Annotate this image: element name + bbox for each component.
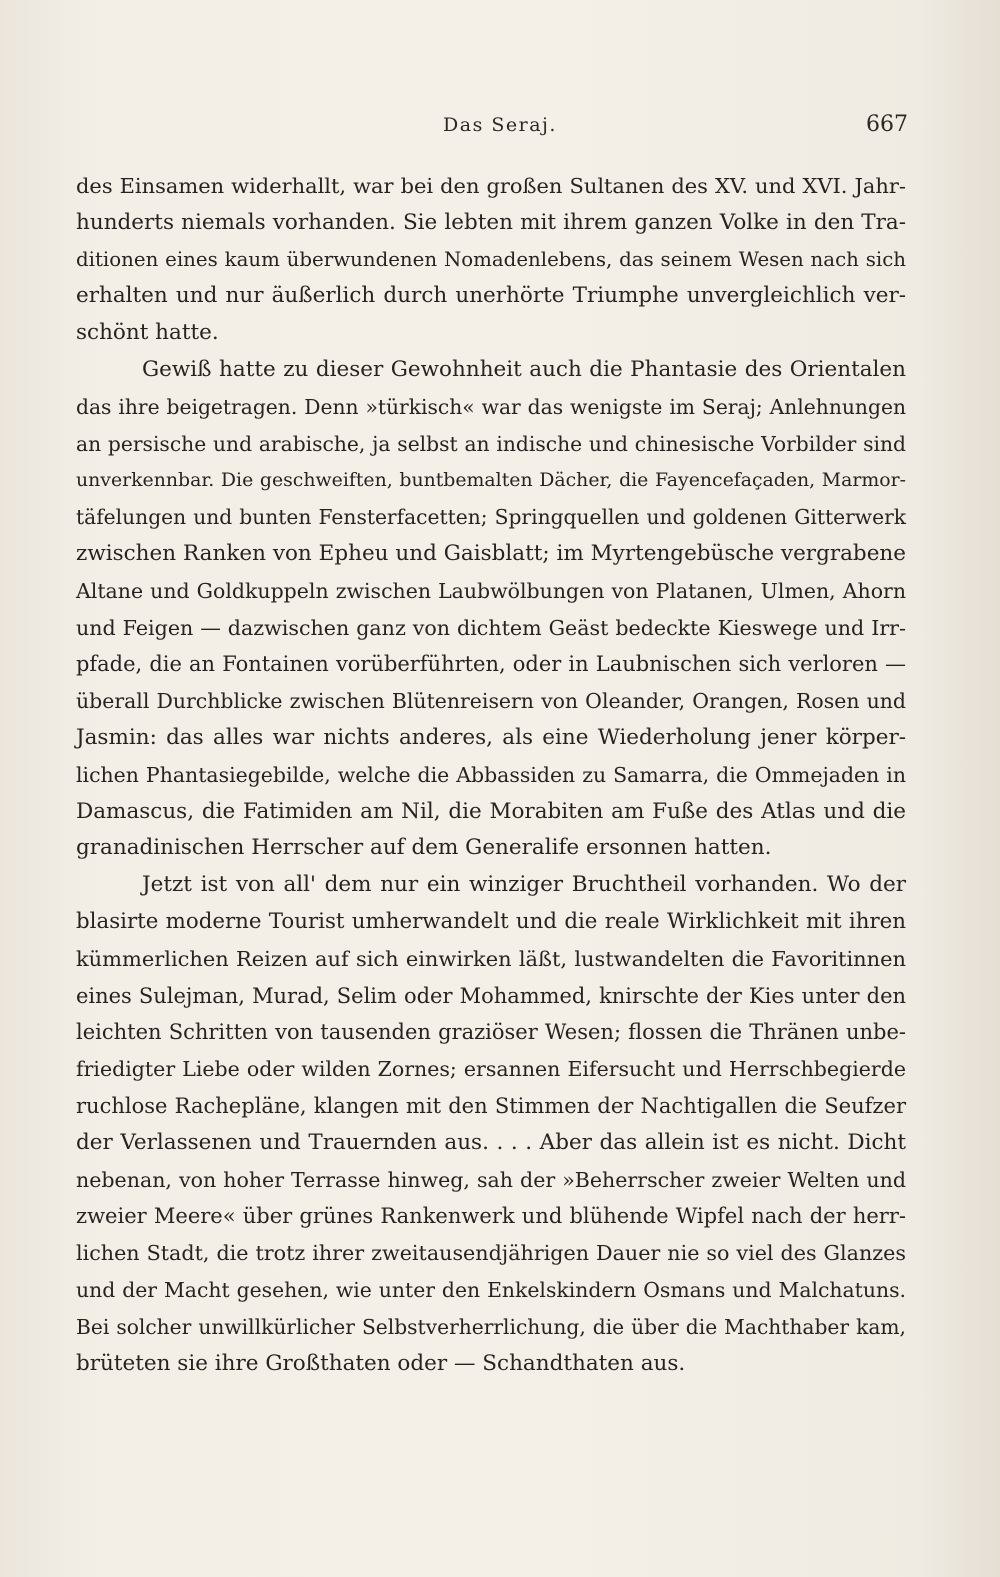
text-line: leichten Schritten von tausenden graziöser Wesen; flossen die Thränen unbe- xyxy=(76,1020,906,1045)
text-line: Bei solcher unwillkürlicher Selbstverherrlichung, die über die Machthaber kam, xyxy=(76,1314,906,1339)
text-line: friedigter Liebe oder wilden Zornes; ersannen Eifersucht und Herrschbegierde xyxy=(76,1057,906,1082)
text-line: zweier Meere« über grünes Rankenwerk und blühende Wipfel nach der herr- xyxy=(76,1203,906,1229)
text-line: und Feigen — dazwischen ganz von dichtem Geäst bedeckte Kieswege und Irr- xyxy=(76,615,906,640)
page-number: 667 xyxy=(866,112,908,137)
text-line: zwischen Ranken von Epheu und Gaisblatt; im Myrtengebüsche vergrabene xyxy=(76,540,906,566)
text-line: Damascus, die Fatimiden am Nil, die Morabiten am Fuße des Atlas und die xyxy=(76,798,906,824)
text-line: unverkennbar. Die geschweiften, buntbemalten Dächer, die Fayencefaçaden, Marmor- xyxy=(76,469,906,492)
text-line: lichen Stadt, die trotz ihrer zweitausendjährigen Dauer nie so viel des Glanzes xyxy=(76,1241,906,1266)
text-line: nebenan, von hoher Terrasse hinweg, sah der »Beherrscher zweier Welten und xyxy=(76,1167,906,1192)
text-line: des Einsamen widerhallt, war bei den großen Sultanen des XV. und XVI. Jahr- xyxy=(76,174,906,198)
text-line: Altane und Goldkuppeln zwischen Laubwölbungen von Platanen, Ulmen, Ahorn xyxy=(76,578,906,603)
text-line: Jasmin: das alles war nichts anderes, als eine Wiederholung jener körper- xyxy=(76,724,906,750)
running-title: Das Seraj. xyxy=(443,114,557,136)
text-line: an persische und arabische, ja selbst an indische und chinesische Vorbilder sind xyxy=(76,431,906,456)
text-line: ruchlose Rachepläne, klangen mit den Stimmen der Nachtigallen die Seufzer xyxy=(76,1092,906,1118)
text-line: lichen Phantasiegebilde, welche die Abbassiden zu Samarra, die Ommejaden in xyxy=(76,762,906,787)
text-line: der Verlassenen und Trauernden aus. . . . Aber das allein ist es nicht. Dicht xyxy=(76,1129,906,1155)
paragraph-1 xyxy=(76,168,906,352)
text-line: granadinischen Herrscher auf dem Generalife ersonnen hatten. xyxy=(76,835,772,861)
text-line: eines Sulejman, Murad, Selim oder Mohammed, knirschte der Kies unter den xyxy=(76,983,906,1008)
paragraph-2 xyxy=(76,352,906,867)
text-line: Jetzt ist von all' dem nur ein winziger Bruchtheil vorhanden. Wo der xyxy=(142,872,906,898)
text-line: schönt hatte. xyxy=(76,320,219,346)
text-line: erhalten und nur äußerlich durch unerhörte Triumphe unvergleichlich ver- xyxy=(76,283,906,309)
text-body xyxy=(76,168,906,1382)
running-head xyxy=(0,114,1000,144)
text-line: täfelungen und bunten Fensterfacetten; Springquellen und goldenen Gitterwerk xyxy=(76,505,906,530)
text-line: überall Durchblicke zwischen Blütenreisern von Oleander, Orangen, Rosen und xyxy=(76,689,906,714)
text-line: blasirte moderne Tourist umherwandelt und die reale Wirklichkeit mit ihren xyxy=(76,908,906,934)
text-line: das ihre beigetragen. Denn »türkisch« war das wenigste im Seraj; Anlehnungen xyxy=(76,394,906,419)
text-line: brüteten sie ihre Großthaten oder — Schandthaten aus. xyxy=(76,1350,686,1376)
paragraph-3 xyxy=(76,867,906,1382)
text-line: kümmerlichen Reizen auf sich einwirken läßt, lustwandelten die Favoritinnen xyxy=(76,946,906,971)
text-line: ditionen eines kaum überwundenen Nomadenlebens, das seinem Wesen nach sich xyxy=(76,247,906,271)
text-line: pfade, die an Fontainen vorüberführten, oder in Laubnischen sich verloren — xyxy=(76,652,906,677)
text-line: hunderts niemals vorhanden. Sie lebten mit ihrem ganzen Volke in den Tra- xyxy=(76,209,906,235)
text-line: Gewiß hatte zu dieser Gewohnheit auch die Phantasie des Orientalen xyxy=(142,356,906,382)
text-line: und der Macht gesehen, wie unter den Enkelskindern Osmans und Malchatuns. xyxy=(76,1277,906,1302)
